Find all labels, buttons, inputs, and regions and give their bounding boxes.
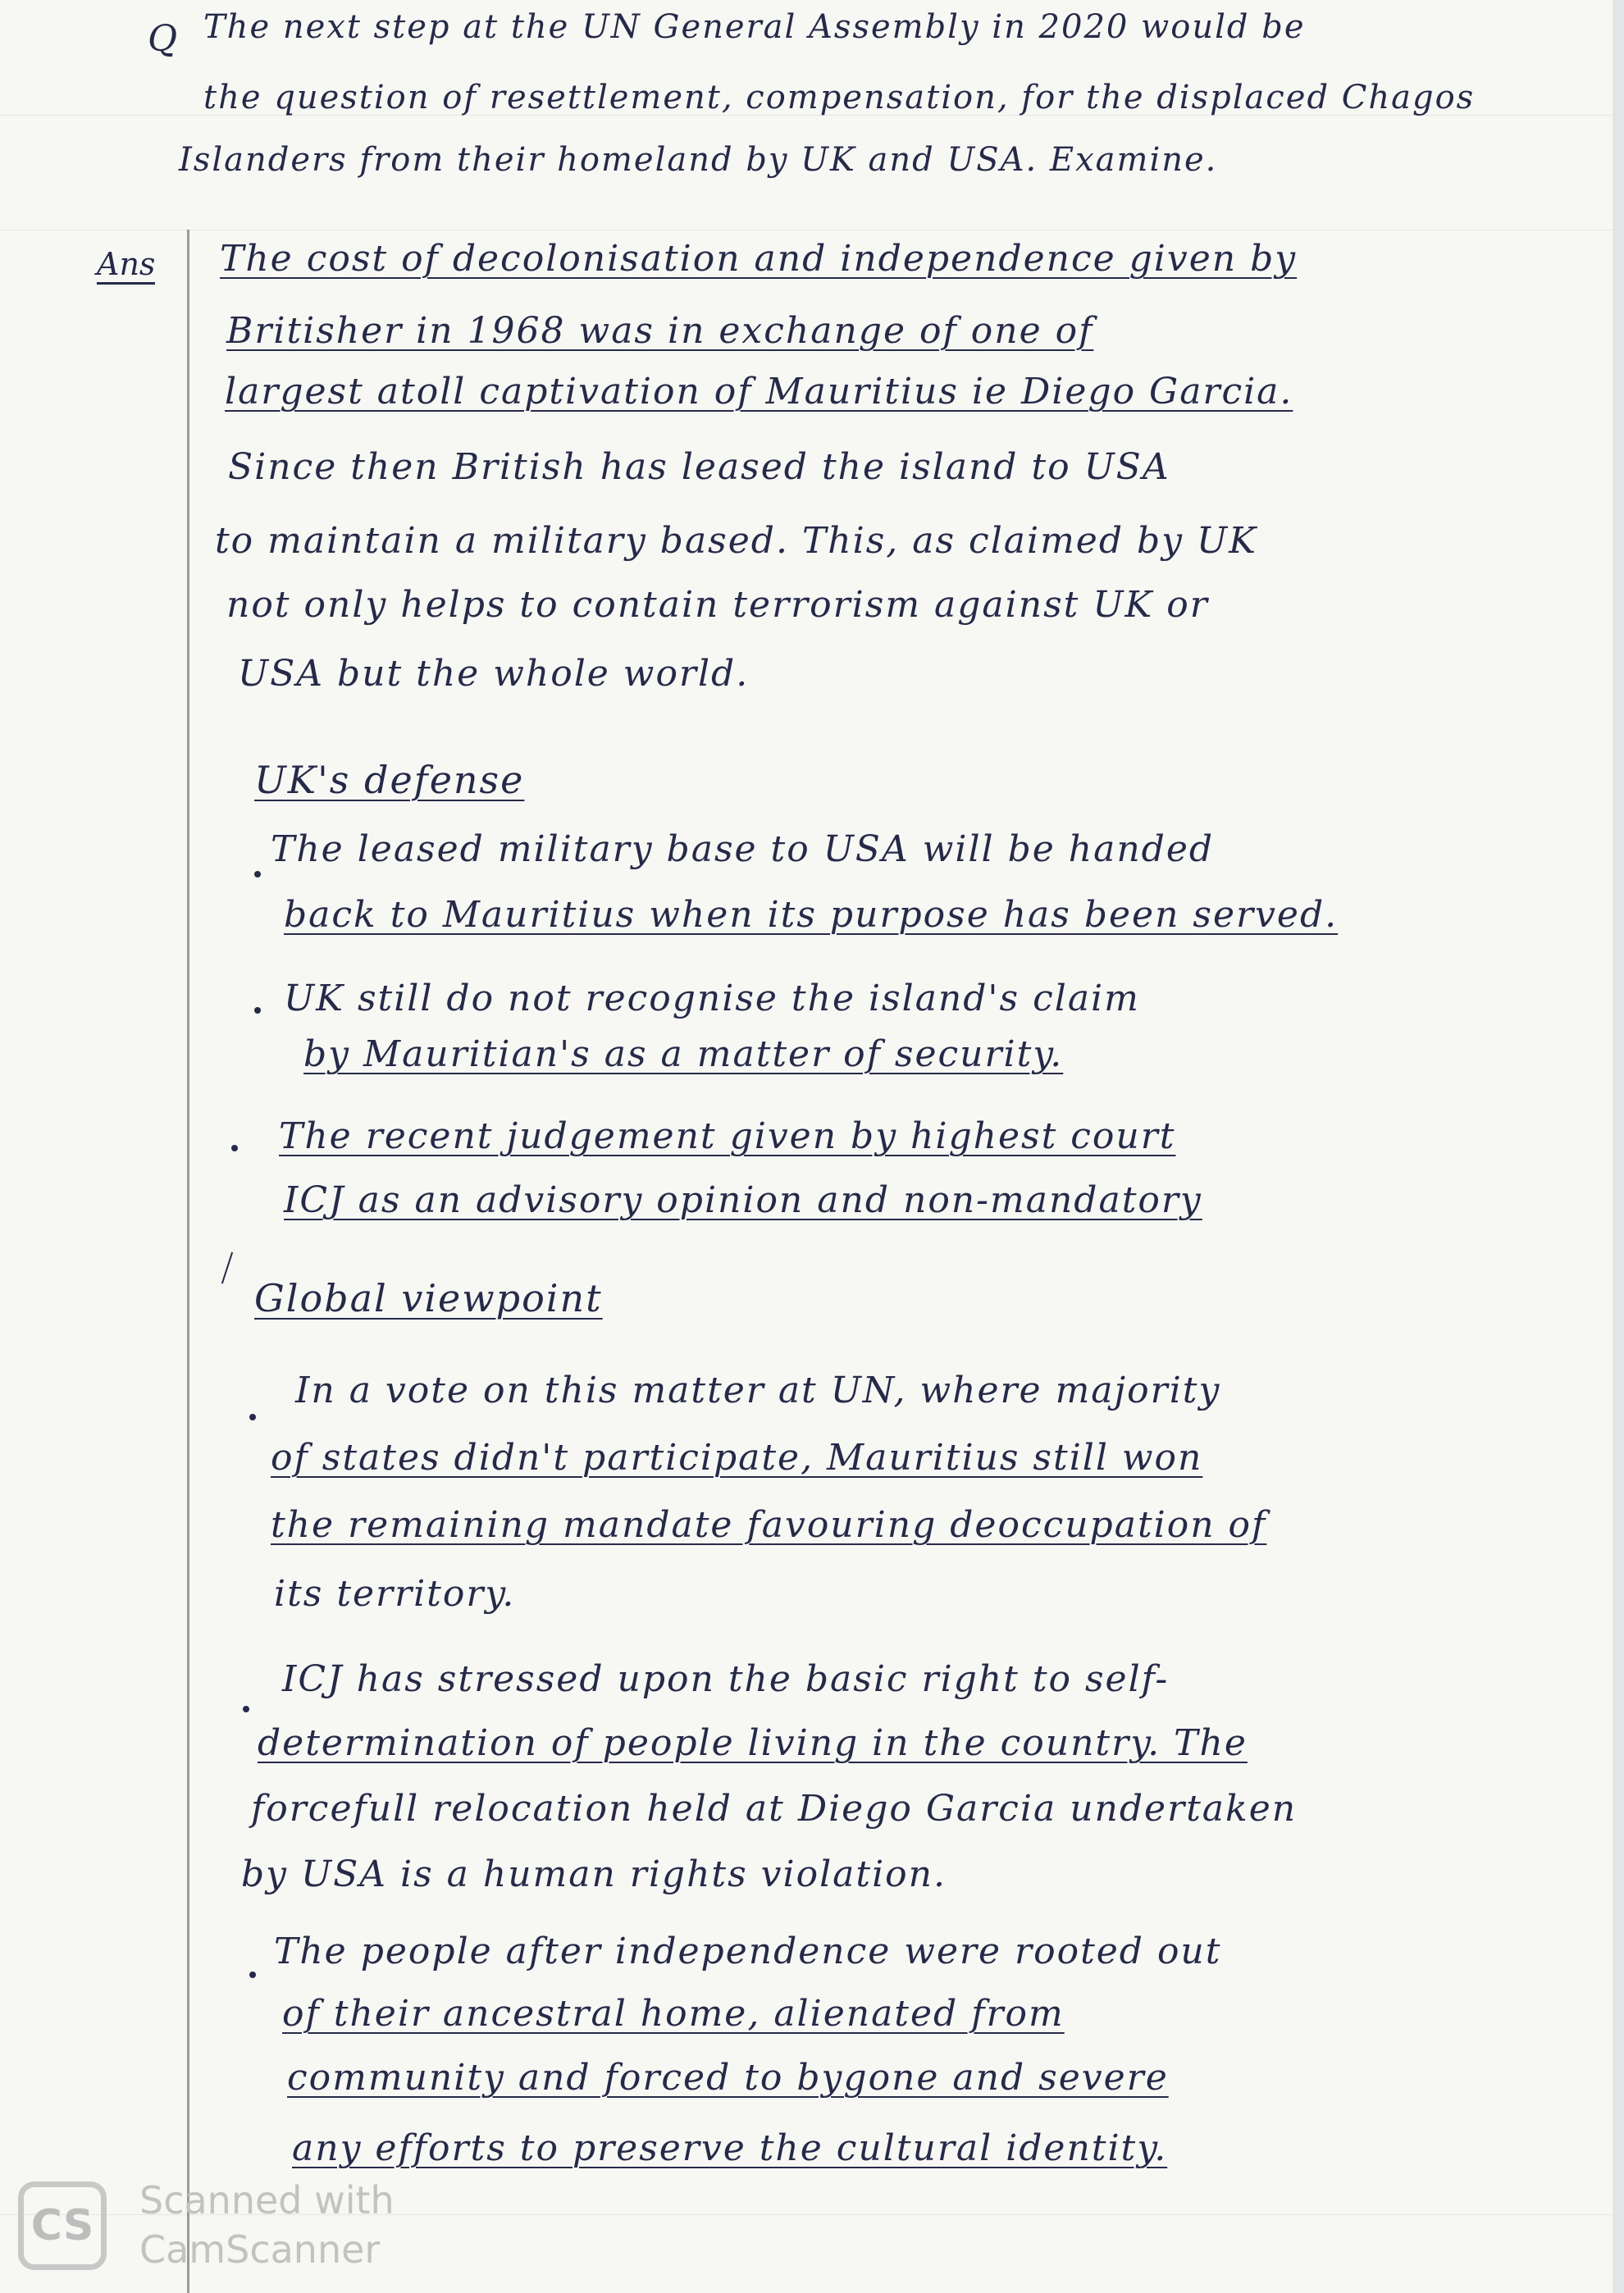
watermark-text: CamScanner: [139, 2227, 381, 2272]
point-line: The leased military base to USA will be handed: [271, 828, 1215, 870]
question-line-2: the question of resettlement, compensation, for the displaced Chagos: [203, 79, 1476, 116]
point-line: UK still do not recognise the island's claim: [284, 978, 1140, 1019]
bullet-icon: [249, 1972, 256, 1978]
bullet-icon: [243, 1706, 249, 1712]
bullet-icon: [254, 871, 261, 878]
point-line: back to Mauritius when its purpose has been served.: [284, 894, 1339, 936]
intro-line: largest atoll captivation of Mauritius ie Diego Garcia.: [225, 371, 1293, 413]
point-line: by USA is a human rights violation.: [241, 1853, 947, 1895]
pen-mark: [221, 1252, 233, 1284]
point-line: any efforts to preserve the cultural identity.: [292, 2127, 1168, 2169]
section-heading-global-viewpoint: Global viewpoint: [254, 1276, 603, 1320]
point-line: ICJ has stressed upon the basic right to self-: [282, 1658, 1170, 1700]
page-edge: [1613, 0, 1624, 2293]
point-line: determination of people living in the country. The: [258, 1722, 1248, 1764]
intro-line: USA but the whole world.: [238, 653, 750, 695]
point-line: The recent judgement given by highest court: [279, 1115, 1176, 1157]
question-number: Q: [148, 18, 178, 60]
point-line: its territory.: [274, 1573, 516, 1615]
question-line-3: Islanders from their homeland by UK and USA. Examine.: [179, 141, 1218, 179]
point-line: the remaining mandate favouring deoccupation of: [271, 1504, 1267, 1546]
section-heading-uk-defense: UK's defense: [254, 758, 525, 802]
point-line: community and forced to bygone and severe: [287, 2057, 1169, 2099]
margin-line: [187, 230, 189, 2293]
point-line: of states didn't participate, Mauritius still won: [271, 1437, 1203, 1479]
watermark-text: Scanned with: [139, 2178, 395, 2222]
point-line: forcefull relocation held at Diego Garcia undertaken: [251, 1788, 1298, 1830]
camscanner-logo: CS: [18, 2181, 107, 2270]
point-line: In a vote on this matter at UN, where majority: [295, 1370, 1221, 1411]
bullet-icon: [231, 1145, 238, 1151]
answer-label: Ans: [97, 246, 155, 285]
point-line: ICJ as an advisory opinion and non-mandatory: [284, 1179, 1202, 1221]
intro-line: Since then British has leased the island to USA: [228, 446, 1170, 488]
intro-line: not only helps to contain terrorism against UK or: [226, 584, 1209, 626]
intro-line: to maintain a military based. This, as claimed by UK: [215, 520, 1257, 562]
bullet-icon: [249, 1414, 256, 1420]
intro-line: The cost of decolonisation and independence given by: [220, 238, 1298, 280]
intro-line: Britisher in 1968 was in exchange of one of: [226, 310, 1094, 352]
point-line: The people after independence were rooted out: [274, 1931, 1222, 1972]
point-line: of their ancestral home, alienated from: [282, 1993, 1065, 2035]
question-line-1: The next step at the UN General Assembly in 2020 would be: [203, 8, 1306, 46]
bullet-icon: [254, 1007, 261, 1014]
point-line: by Mauritian's as a matter of security.: [303, 1033, 1064, 1075]
